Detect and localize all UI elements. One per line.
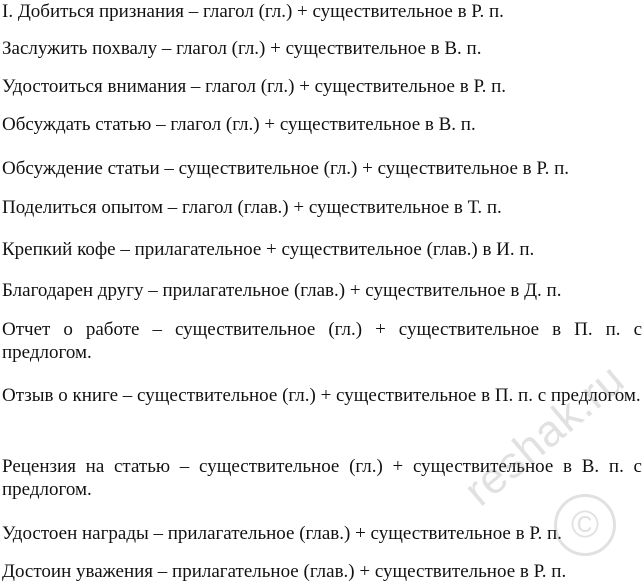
line-2: Заслужить похвалу – глагол (гл.) + существительное в В. п. (2, 38, 482, 59)
line-5: Обсуждение статьи – существительное (гл.) + существительное в Р. п. (2, 158, 569, 179)
line-11: Рецензия на статью – существительное (гл.) + существительное в В. п. с предлогом. (2, 456, 642, 500)
line-10: Отзыв о книге – существительное (гл.) + существительное в П. п. с предлогом. (2, 385, 641, 406)
line-12: Удостоен награды – прилагательное (глав.) + существительное в Р. п. (2, 523, 562, 544)
line-7: Крепкий кофе – прилагательное + существительное (глав.) в И. п. (2, 239, 535, 260)
line-9: Отчет о работе – существительное (гл.) + существительное в П. п. с предлогом. (2, 319, 642, 363)
line-13: Достоин уважения – прилагательное (глав.) + существительное в Р. п. (2, 561, 567, 582)
site-watermark: reshak.ru (455, 354, 634, 516)
line-3: Удостоиться внимания – глагол (гл.) + существительное в Р. п. (2, 76, 507, 97)
line-4: Обсуждать статью – глагол (гл.) + существительное в В. п. (2, 114, 476, 135)
line-6: Поделиться опытом – глагол (глав.) + существительное в Т. п. (2, 197, 502, 218)
copyright-watermark-icon: © (554, 494, 616, 556)
line-8: Благодарен другу – прилагательное (глав.) + существительное в Д. п. (2, 280, 562, 301)
line-1: I. Добиться признания – глагол (гл.) + существительное в Р. п. (2, 1, 504, 22)
